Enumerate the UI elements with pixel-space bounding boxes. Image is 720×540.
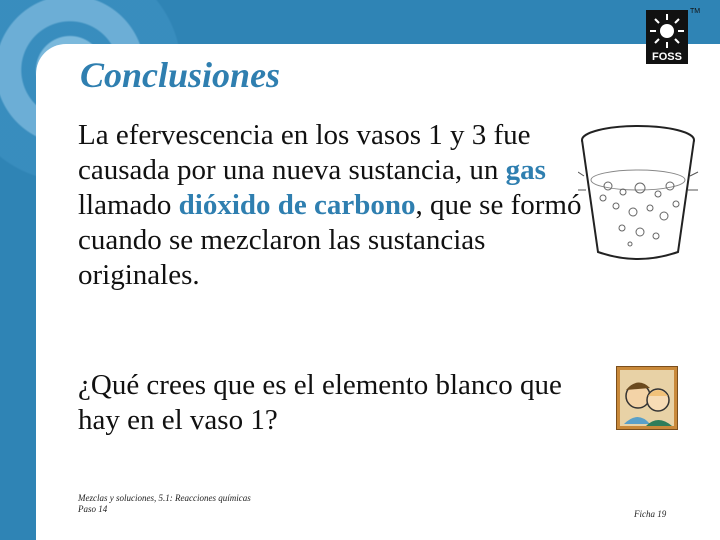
foss-logo-text: FOSS xyxy=(652,51,682,63)
body-text-2: llamado xyxy=(78,189,179,221)
footer-reference-line2: Paso 14 xyxy=(78,504,108,514)
footer-reference-line1: Mezclas y soluciones, 5.1: Reacciones químicas xyxy=(78,493,251,503)
footer-reference xyxy=(78,493,251,515)
conclusion-paragraph xyxy=(78,118,598,293)
foss-logo xyxy=(646,10,688,64)
slide-title: Conclusiones xyxy=(80,55,281,95)
highlight-carbon-dioxide: dióxido de carbono xyxy=(178,189,416,221)
fizzing-cup-illustration xyxy=(578,120,700,265)
trademark-mark: TM xyxy=(690,8,701,15)
footer-sheet-number: Ficha 19 xyxy=(634,509,667,519)
highlight-gas: gas xyxy=(505,154,546,186)
body-text-3: , que se formó cuando se mezclaron las sustancias originales. xyxy=(78,189,582,291)
body-text-1: La efervescencia en los vasos 1 y 3 fue causada por una nueva sustancia, un xyxy=(78,119,531,186)
discussion-faces-icon xyxy=(616,366,678,430)
question-text: ¿Qué crees que es el elemento blanco que hay en el vaso 1? xyxy=(78,369,562,436)
